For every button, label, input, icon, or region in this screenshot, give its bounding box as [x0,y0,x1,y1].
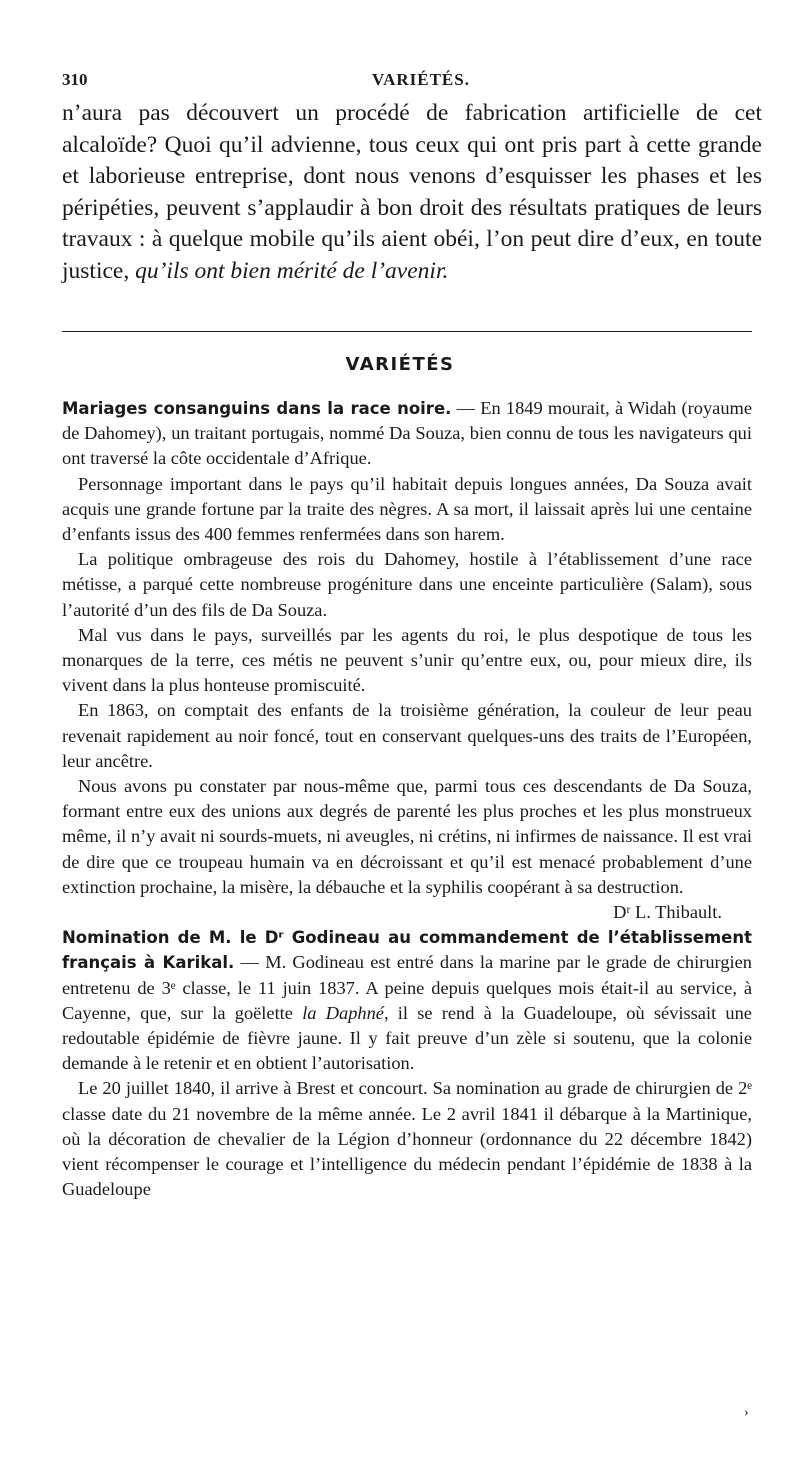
intro-paragraph [62,98,762,287]
article1-paragraph-2: Personnage important dans le pays qu’il habitait depuis longues années, Da Souza avait acquis une grande fortune par la traite des nègres. A sa mort, il laissait après lui une centaine d’enfants issus des 400 femmes renfermées dans son harem. [62,473,752,545]
page-number: 310 [62,70,88,89]
article1-paragraph-5: En 1863, on comptait des enfants de la troisième génération, la couleur de leur peau revenait rapidement au noir foncé, tout en conservant quelques-uns des traits de l’Européen, leur ancêtre. [62,700,752,771]
article1-paragraph-3: La politique ombrageuse des rois du Dahomey, hostile à l’établissement d’une race métisse, a parqué cette nombreuse progéniture dans une enceinte particulière (Salam), sous l’autorité d’un des fils de Da Souza. [62,549,752,620]
article-body [62,396,752,1203]
article1-p6: Nous avons pu constater par nous-même que, parmi tous ces descendants de Da Souza, formant entre eux des unions aux degrés de parenté les plus proches et les plus monstrueux même, il n’y avait ni sourds-muets, ni aveugles, ni crétins, ni infirmes de naissance. Il est vrai de dire que ce troupeau humain va en décroissant et qu’il est menacé probablement d’une extinction prochaine, la misère, la débauche et la syphilis coopérant à sa destruction. [62,776,752,897]
ship-name: la Daphné [302,1002,384,1023]
running-head: VARIÉTÉS. [372,70,470,89]
article2-paragraph-1 [62,925,752,1076]
article1-rubric: Mariages consanguins dans la race noire. [62,399,452,418]
corner-mark: › [744,1405,749,1420]
article1-paragraph-4: Mal vus dans le pays, surveillés par les agents du roi, le plus despotique de tous les monarques de la terre, ces métis ne peuvent s’unir qu’entre eux, ou, pour mieux dire, ils vivent dans la plus honteuse promiscuité. [62,624,752,696]
article2-p1-end: , il se rend à la Guadeloupe, où sévissait une redoutable épidémie de fièvre jaune. Il y fait preuve d’un zèle si soutenu, que la colonie demande à le retenir et en obtient l’autorisation. [62,1002,752,1074]
article2-paragraph-2: Le 20 juillet 1840, il arrive à Brest et concourt. Sa nomination au grade de chirurgien de 2ᵉ classe date du 21 novembre de la même année. Le 2 avril 1841 il débarque à la Martinique, où la décoration de chevalier de la Légion d’honneur (ordonnance du 22 décembre 1842) vient récompenser le courage et l’intelligence du médecin pendant l’épidémie de 1838 à la Guadeloupe [62,1078,752,1200]
intro-italic: qu’ils ont bien mérité de l’avenir. [135,257,449,284]
article1-paragraph-1 [62,396,752,472]
page-header [62,70,782,100]
intro-text: n’aura pas découvert un procédé de fabrication artificielle de cet alcaloïde? Quoi qu’il advienne, tous ceux qui ont pris part à cette grande et laborieuse entreprise, dont nous venons d’esquisser les phases et les péripéties, peuvent s’applaudir à bon droit des résultats pratiques de leurs travaux : à quelque mobile qu’ils aient obéi, l’on peut dire d’eux, en toute justice, [62,100,762,284]
article1-paragraph-6 [62,774,752,923]
article1-p1: — En 1849 mourait, à Widah (royaume de Dahomey), un traitant portugais, nommé Da Souza, bien connu de tous les navigateurs qui ont traversé la côte occidentale d’Afrique. [62,398,752,469]
section-title: VARIÉTÉS [345,354,455,375]
article2-p1: — M. Godineau est entré dans la marine par le grade de chirurgien entretenu de 3ᵉ classe, le 11 juin 1837. A peine depuis quelques mois était-il au service, à Cayenne, que, sur la goëlette [62,952,752,1023]
article1-signature: Dʳ L. Thibault. [613,902,722,923]
section-divider [62,331,752,332]
article2-rubric: Nomination de M. le Dʳ Godineau au commandement de l’établissement français à Karikal. [62,928,752,973]
